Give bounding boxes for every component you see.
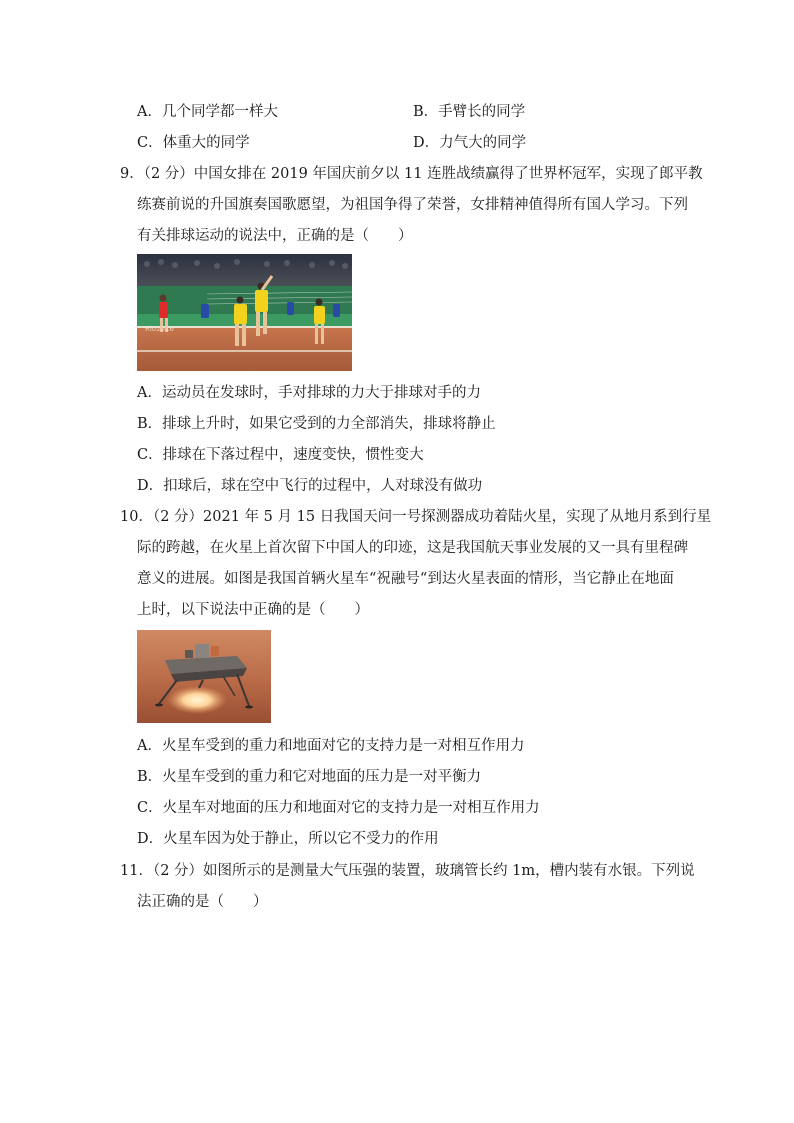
q10-stem-line-2: 际的跨越，在火星上首次留下中国人的印迹，这是我国航天事业发展的又一具有里程碑 (137, 540, 688, 556)
q10-option-c: C．火星车对地面的压力和地面对它的支持力是一对相互作用力 (137, 800, 540, 816)
q9-stem-line-2: 练赛前说的升国旗奏国歌愿望，为祖国争得了荣誉，女排精神值得所有国人学习。下列 (137, 197, 688, 213)
q8-option-c: C．体重大的同学 (137, 135, 250, 151)
q9-stem-line-3: 有关排球运动的说法中，正确的是（ ） (137, 228, 413, 244)
q8-option-a: A．几个同学都一样大 (137, 104, 278, 120)
q9-stem-line-1: 9．（2 分）中国女排在 2019 年国庆前夕以 11 连胜战绩赢得了世界杯冠军，实现了郎平教 (120, 166, 703, 182)
mars-lander-photo (137, 630, 271, 723)
volleyball-photo (137, 254, 352, 371)
q9-option-c: C．排球在下落过程中，速度变快，惯性变大 (137, 447, 424, 463)
q9-option-b: B．排球上升时，如果它受到的力全部消失，排球将静止 (137, 416, 496, 432)
q9-option-d: D．扣球后，球在空中飞行的过程中，人对球没有做功 (137, 478, 483, 494)
q8-option-d: D．力气大的同学 (413, 135, 527, 151)
q11-stem-line-2: 法正确的是（ ） (137, 894, 268, 910)
q11-stem-line-1: 11．（2 分）如图所示的是测量大气压强的装置，玻璃管长约 1m，槽内装有水银。下列说 (120, 863, 695, 879)
q10-stem-line-4: 上时，以下说法中正确的是（ ） (137, 602, 369, 618)
q10-stem-line-3: 意义的进展。如图是我国首辆火星车“祝融号“到达火星表面的情形，当它静止在地面 (137, 571, 674, 587)
rio-logo: Rio2016 (145, 325, 174, 333)
q10-option-a: A．火星车受到的重力和地面对它的支持力是一对相互作用力 (137, 738, 525, 754)
q10-stem-line-1: 10．（2 分）2021 年 5 月 15 日我国天问一号探测器成功着陆火星，实现了从地月系到行星 (120, 509, 712, 525)
q8-option-b: B．手臂长的同学 (413, 104, 526, 120)
q10-option-b: B．火星车受到的重力和它对地面的压力是一对平衡力 (137, 769, 482, 785)
q9-option-a: A．运动员在发球时，手对排球的力大于排球对手的力 (137, 385, 481, 401)
q10-option-d: D．火星车因为处于静止，所以它不受力的作用 (137, 831, 439, 847)
